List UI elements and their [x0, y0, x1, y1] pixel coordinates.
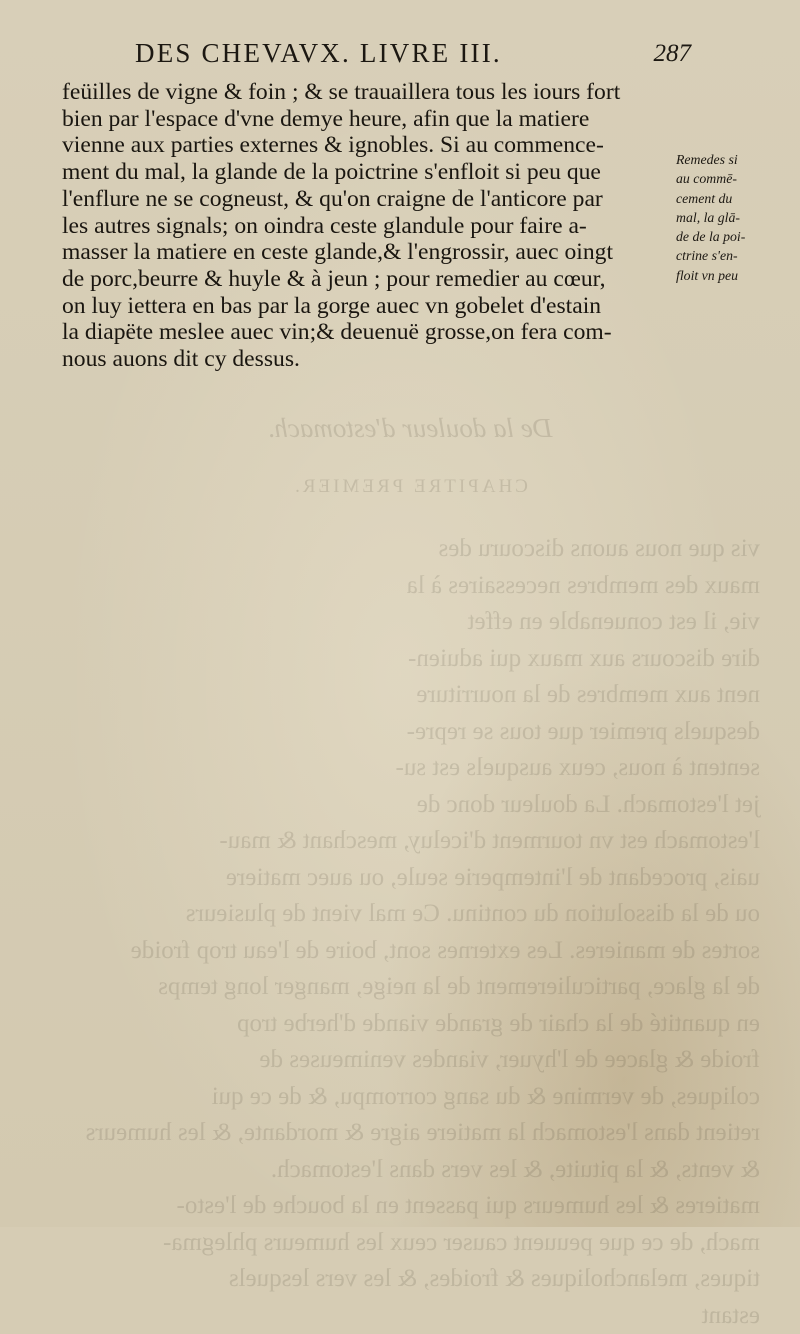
page-number: 287	[654, 40, 692, 68]
margin-note-line: cement du	[676, 189, 786, 208]
text-line: bien par l'espace d'vne demye heure, afin que la matiere	[62, 106, 674, 133]
text-line: on luy iettera en bas par la gorge auec vn gobelet d'estain	[62, 293, 674, 320]
bleed-through-line: froide & glacee de l'hyuer, viandes venimeuses de	[60, 1042, 760, 1079]
margin-note-line: ctrine s'en-	[676, 246, 786, 265]
bleed-through-line: desquels premier que tous se repre-	[60, 714, 760, 751]
bleed-through-line: sortes de manieres. Les externes sont, boire de l'eau trop froide	[60, 933, 760, 970]
bleed-through-line: vis que nous auons discouru des	[60, 531, 760, 568]
bleed-through-line: retient dans l'estomach la matiere aigre & mordante, & les humeurs	[60, 1115, 760, 1152]
bleed-through-line: vie, il est conuenable en effet	[60, 604, 760, 641]
text-line: ment du mal, la glande de la poictrine s'enfloit si peu que	[62, 159, 674, 186]
bleed-through-line: ou de la dissolution du continu. Ce mal vient de plusieurs	[60, 896, 760, 933]
bleed-through-line: & vents, & la pituite, & les vers dans l'estomach.	[60, 1152, 760, 1189]
bleed-through-line: estant	[60, 1298, 760, 1334]
text-line: feüilles de vigne & foin ; & se trauaillera tous les iours fort	[62, 79, 674, 106]
bleed-through-line: tiques, melancholiques & froides, & les vers lesquels	[60, 1261, 760, 1298]
text-line: nous auons dit cy dessus.	[62, 346, 674, 373]
bleed-through-line: jet l'estomach. La douleur donc de	[60, 787, 760, 824]
margin-note-line: Remedes si	[676, 150, 786, 169]
margin-note-line: mal, la glā-	[676, 208, 786, 227]
page-header	[115, 38, 705, 78]
text-line: de porc,beurre & huyle & à jeun ; pour remedier au cœur,	[62, 266, 674, 293]
bleed-through-line: uais, procedant de l'intemperie seule, ou auec matiere	[60, 860, 760, 897]
text-line: masser la matiere en ceste glande,& l'engrossir, auec oingt	[62, 239, 674, 266]
bleed-through-text	[60, 410, 760, 1200]
bleed-through-line: coliques, de vermine & du sang corrompu, & de ce qui	[60, 1079, 760, 1116]
bleed-through-line: dire discours aux maux qui aduien-	[60, 641, 760, 678]
margin-note-line: floit vn peu	[676, 266, 786, 285]
text-line: les autres signals; on oindra ceste glandule pour faire a-	[62, 213, 674, 240]
text-line: vienne aux parties externes & ignobles. Si au commence-	[62, 132, 674, 159]
running-title: DES CHEVAVX. LIVRE III.	[135, 38, 502, 69]
bleed-through-line: matieres & les humeurs qui passent en la bouche de l'esto-	[60, 1188, 760, 1225]
bleed-through-title: De la douleur d'estomach.	[60, 410, 760, 447]
bleed-through-line: sentent à nous, ceux ausquels est su-	[60, 750, 760, 787]
text-line: la diapëte meslee auec vin;& deuenuë grosse,on fera com-	[62, 319, 674, 346]
bleed-through-line: en quantité de la chair de grande viande d'herbe trop	[60, 1006, 760, 1043]
margin-note-line: au commē-	[676, 169, 786, 188]
bleed-through-line: de la glace, particulierement de la neige, manger long temps	[60, 969, 760, 1006]
text-line: l'enflure ne se cogneust, & qu'on craigne de l'anticore par	[62, 186, 674, 213]
bleed-through-line: nent aux membres de la nourriture	[60, 677, 760, 714]
bleed-through-line: mach, de ce que peuuent causer ceux les humeurs phlegma-	[60, 1225, 760, 1262]
bleed-through-line: maux des membres necessaires à la	[60, 568, 760, 605]
bleed-through-line: l'estomach est vn tourment d'iceluy, meschant & mau-	[60, 823, 760, 860]
body-text	[62, 79, 674, 373]
bleed-through-subtitle: CHAPITRE PREMIER.	[60, 469, 760, 506]
margin-note-line: de de la poi-	[676, 227, 786, 246]
margin-note	[676, 150, 786, 285]
